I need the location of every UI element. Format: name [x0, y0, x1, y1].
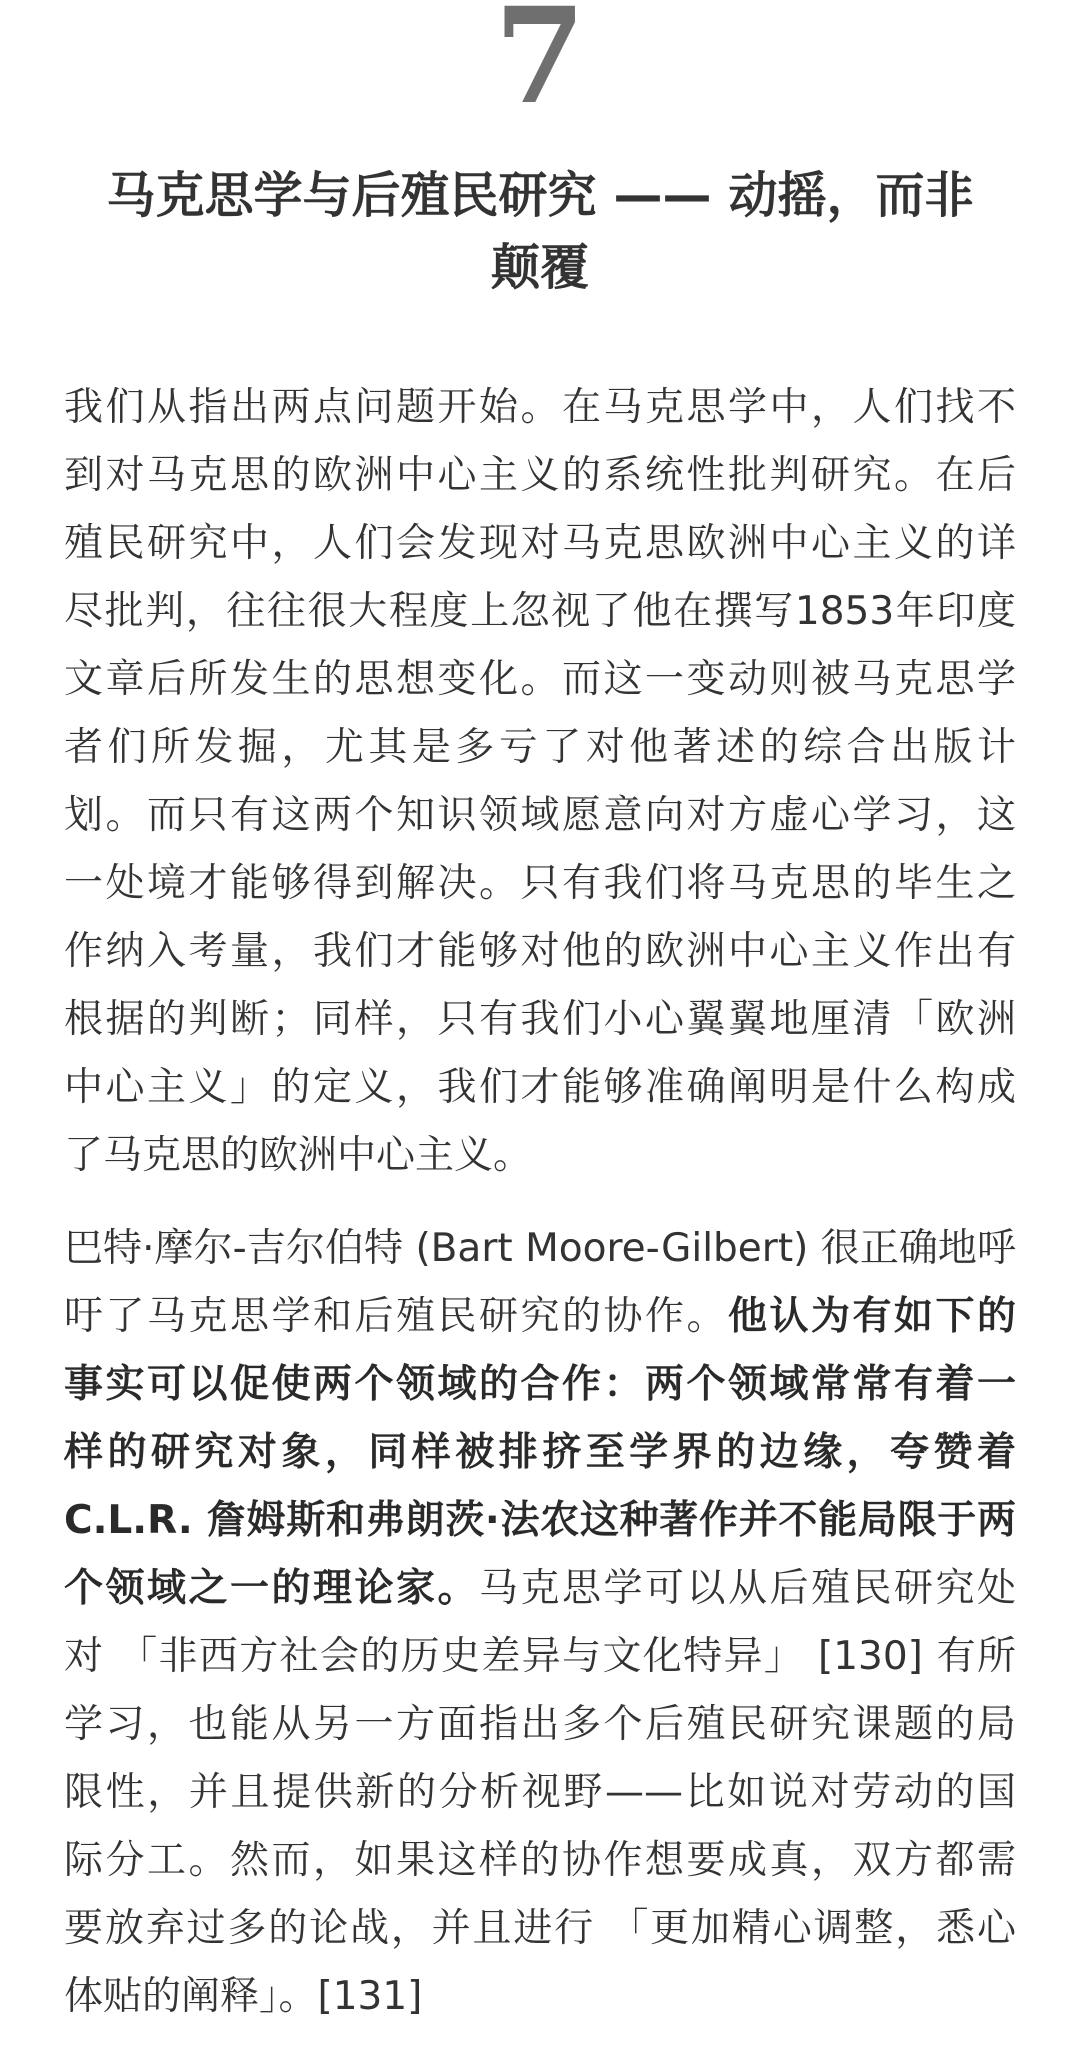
- paragraph-line: 尽批判，往往很大程度上忽视了他在撰写1853年印度: [64, 589, 1016, 634]
- paragraph-line: 根据的判断；同样，只有我们小心翼翼地厘清「欧洲: [64, 997, 1016, 1042]
- paragraph-line: 对 「非西方社会的历史差异与文化特异」 [130] 有所: [64, 1634, 1016, 1679]
- chapter-title: [70, 160, 1010, 304]
- paragraph-line: 中心主义」的定义，我们才能够准确阐明是什么构成: [64, 1065, 1016, 1110]
- normal-text: 马克思学可以从后殖民研究处: [479, 1566, 1016, 1611]
- normal-text: 吁了马克思学和后殖民研究的协作。: [64, 1294, 728, 1339]
- paragraph-line: 一处境才能够得到解决。只有我们将马克思的毕生之: [64, 861, 1016, 906]
- paragraph-line: 者们所发掘，尤其是多亏了对他著述的综合出版计: [64, 725, 1016, 770]
- paragraph-line: 到对马克思的欧洲中心主义的系统性批判研究。在后: [64, 453, 1016, 498]
- paragraph-line: [64, 1555, 1016, 1623]
- paragraph-line: 限性，并且提供新的分析视野——比如说对劳动的国: [64, 1770, 1016, 1815]
- paragraph-line: 殖民研究中，人们会发现对马克思欧洲中心主义的详: [64, 521, 1016, 566]
- paragraph-line: 要放弃过多的论战，并且进行 「更加精心调整，悉心: [64, 1906, 1016, 1951]
- paragraph-2: [64, 1215, 1016, 2031]
- paragraph-line: [64, 1283, 1016, 1351]
- paragraph-line: 我们从指出两点问题开始。在马克思学中，人们找不: [64, 385, 1016, 430]
- chapter-title-line: 颠覆: [490, 239, 589, 296]
- paragraph-line: 学习，也能从另一方面指出多个后殖民研究课题的局: [64, 1702, 1016, 1747]
- paragraph-line: 际分工。然而，如果这样的协作想要成真，双方都需: [64, 1838, 1016, 1883]
- paragraph-line: 了马克思的欧洲中心主义。: [64, 1133, 533, 1178]
- paragraph-line: 划。而只有这两个知识领域愿意向对方虚心学习，这: [64, 793, 1016, 838]
- paragraph-1: [64, 374, 1016, 1190]
- bold-text: 个领域之一的理论家。: [64, 1566, 479, 1611]
- paragraph-line: 作纳入考量，我们才能够对他的欧洲中心主义作出有: [64, 929, 1016, 974]
- paragraph-line-bold: C.L.R. 詹姆斯和弗朗茨·法农这种著作并不能局限于两: [64, 1498, 1016, 1543]
- paragraph-line-bold: 事实可以促使两个领域的合作：两个领域常常有着一: [64, 1362, 1016, 1407]
- chapter-title-line: 马克思学与后殖民研究 —— 动摇，而非: [106, 167, 974, 224]
- paragraph-line: 文章后所发生的思想变化。而这一变动则被马克思学: [64, 657, 1016, 702]
- paragraph-line: 体贴的阐释」。[131]: [64, 1974, 423, 2019]
- paragraph-line: 巴特·摩尔-吉尔伯特 (Bart Moore-Gilbert) 很正确地呼: [64, 1226, 1016, 1271]
- bold-text: 他认为有如下的: [727, 1294, 1016, 1339]
- paragraph-line-bold: 样的研究对象，同样被排挤至学界的边缘，夸赞着: [64, 1430, 1016, 1475]
- chapter-number: 7: [494, 0, 586, 134]
